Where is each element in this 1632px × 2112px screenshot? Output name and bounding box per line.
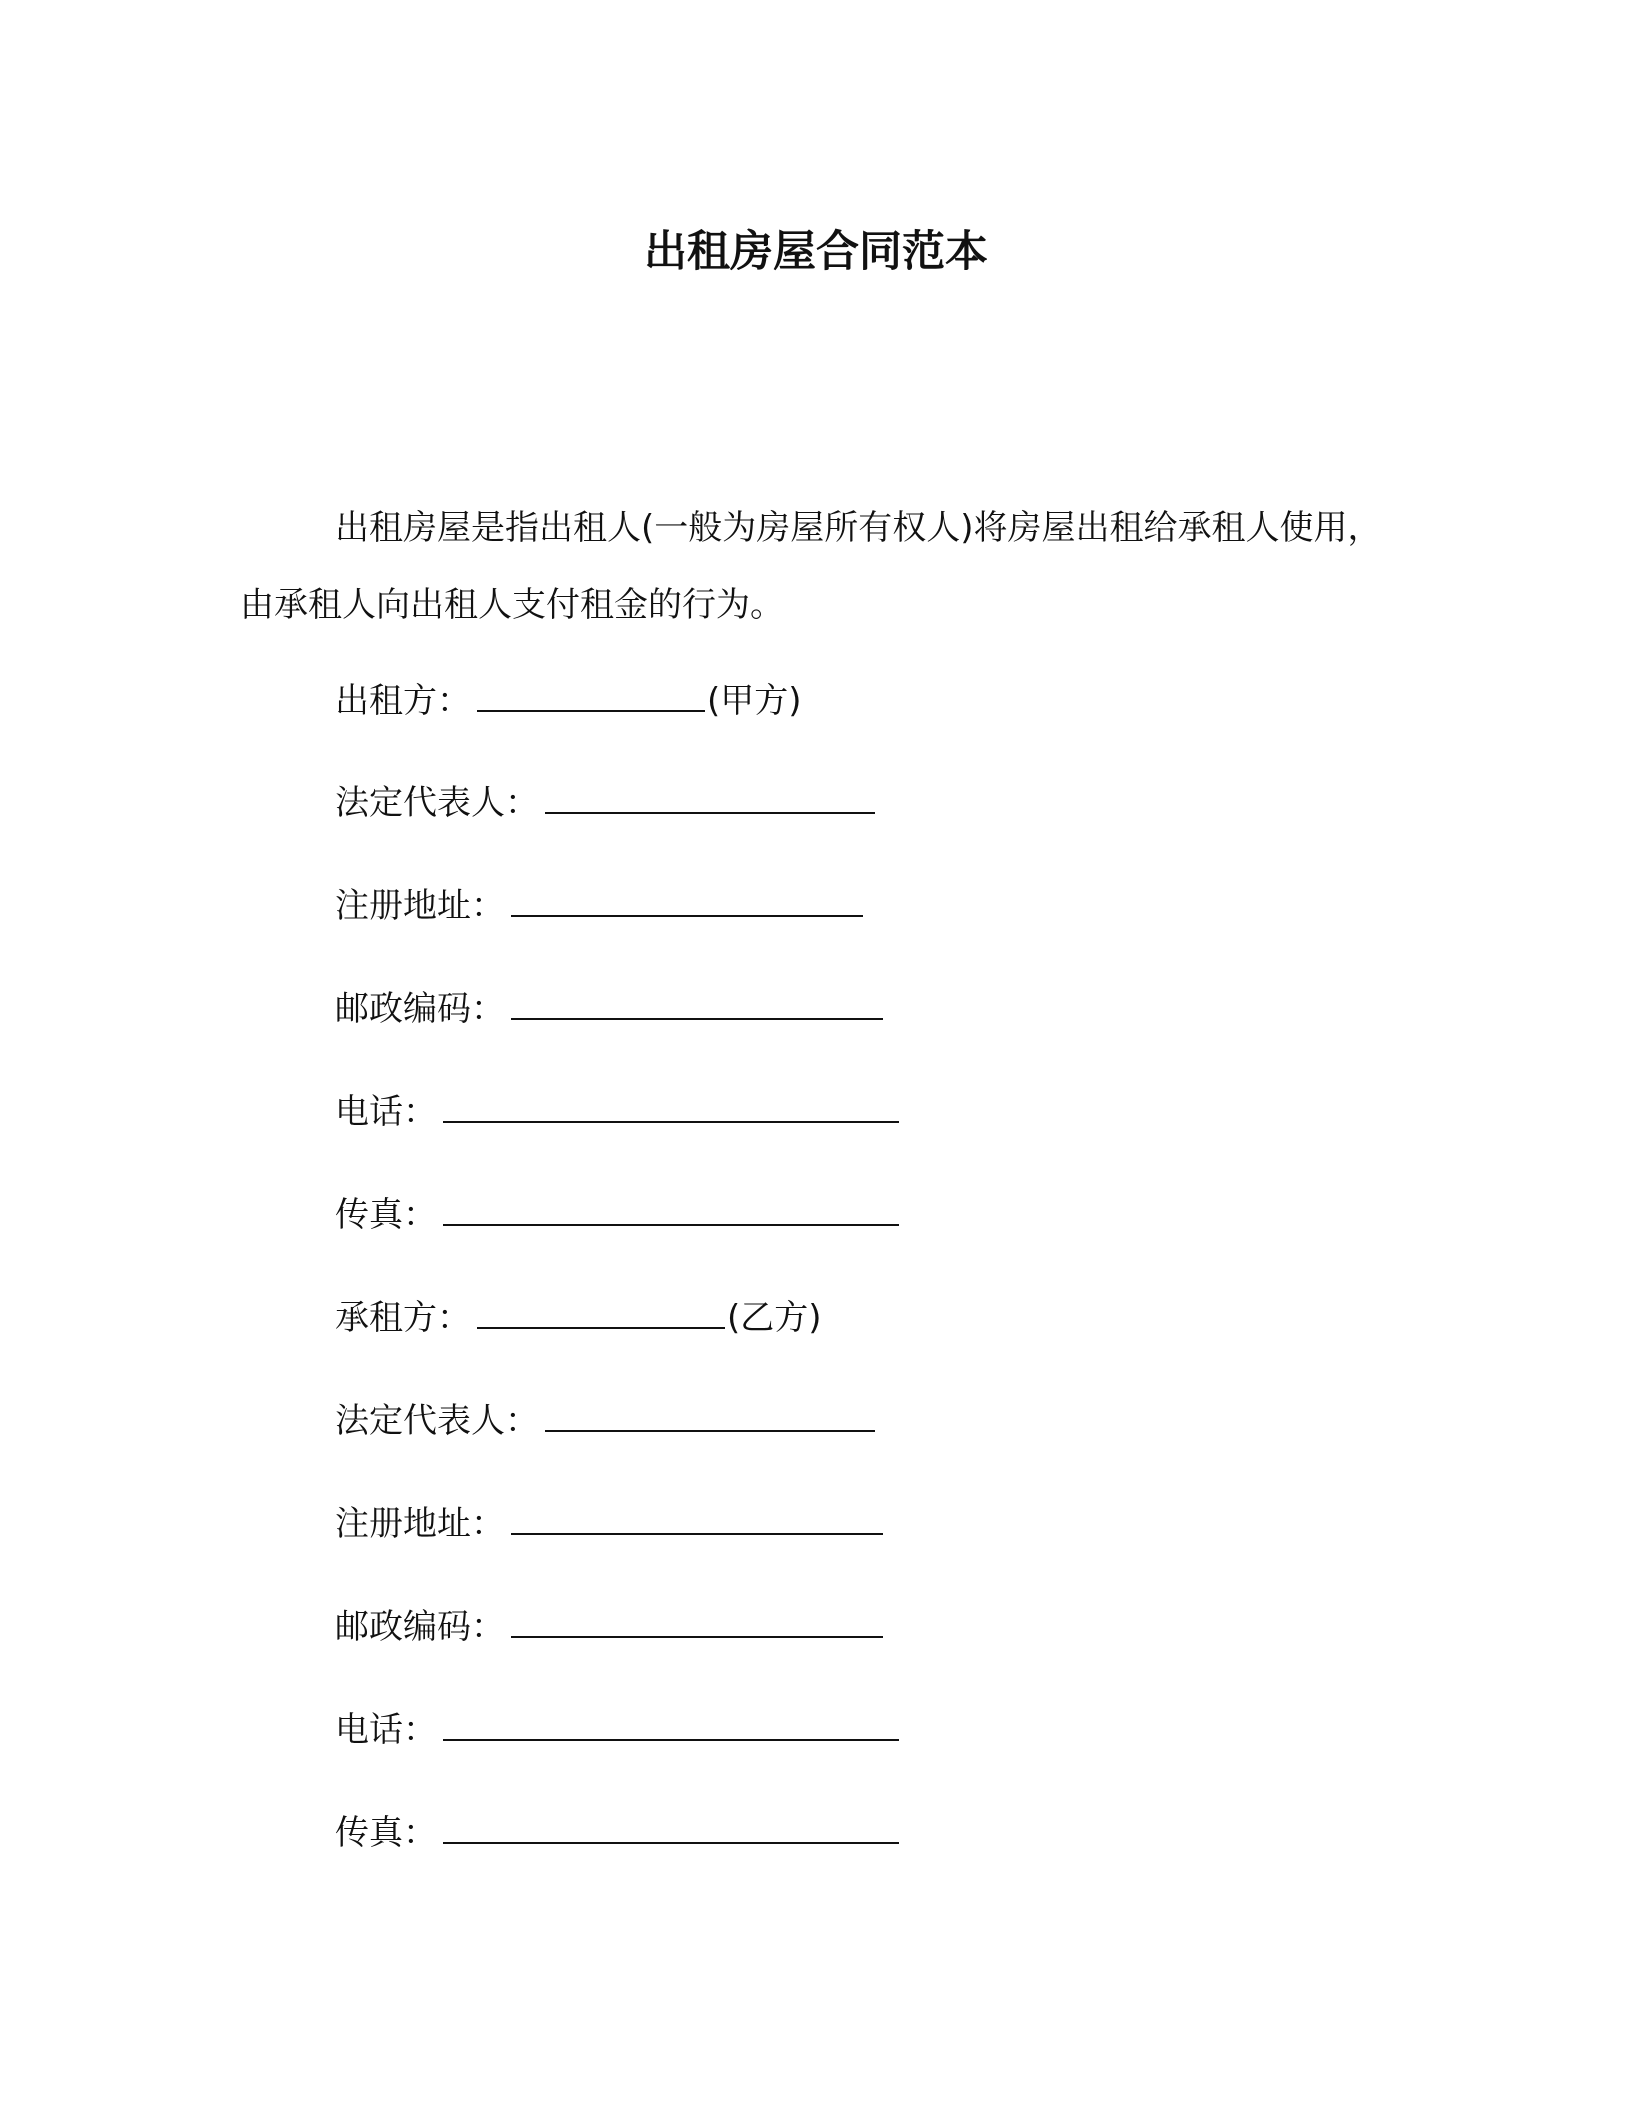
party-b-phone-label: 电话： <box>335 1710 437 1750</box>
party-a-postcode-blank[interactable] <box>511 984 883 1020</box>
party-b-lessee-field <box>335 1293 822 1343</box>
party-a-fax-blank[interactable] <box>443 1190 899 1226</box>
party-b-legal-rep-blank[interactable] <box>545 1396 875 1432</box>
party-b-address-blank[interactable] <box>511 1499 883 1535</box>
party-a-legal-rep-label: 法定代表人： <box>335 783 539 823</box>
intro-paragraph: 出租房屋是指出租人(一般为房屋所有权人)将房屋出租给承租人使用，由承租人向出租人支付租金的行为。 <box>240 508 1382 625</box>
party-b-legal-rep-field <box>335 1396 875 1446</box>
party-a-lessor-field <box>335 676 802 726</box>
party-b-fax-blank[interactable] <box>443 1808 899 1844</box>
party-b-suffix: (乙方) <box>727 1298 822 1338</box>
party-a-phone-field <box>335 1087 899 1137</box>
party-a-address-blank[interactable] <box>511 881 863 917</box>
page-title: 出租房屋合同范本 <box>644 227 988 277</box>
party-b-address-label: 注册地址： <box>335 1504 505 1544</box>
party-b-postcode-field <box>335 1602 883 1652</box>
party-a-address-label: 注册地址： <box>335 886 505 926</box>
party-b-postcode-blank[interactable] <box>511 1602 883 1638</box>
party-a-address-field <box>335 881 863 931</box>
party-a-lessor-label: 出租方： <box>335 681 471 721</box>
party-b-postcode-label: 邮政编码： <box>335 1607 505 1647</box>
party-a-phone-blank[interactable] <box>443 1087 899 1123</box>
party-a-postcode-label: 邮政编码： <box>335 989 505 1029</box>
party-b-fax-field <box>335 1808 899 1858</box>
party-b-phone-blank[interactable] <box>443 1705 899 1741</box>
party-b-legal-rep-label: 法定代表人： <box>335 1401 539 1441</box>
party-a-fax-field <box>335 1190 899 1240</box>
party-a-lessor-blank[interactable] <box>477 676 705 712</box>
party-b-address-field <box>335 1499 883 1549</box>
party-b-fax-label: 传真： <box>335 1813 437 1853</box>
party-a-fax-label: 传真： <box>335 1195 437 1235</box>
party-a-suffix: (甲方) <box>707 681 802 721</box>
party-b-lessee-blank[interactable] <box>477 1293 725 1329</box>
party-b-lessee-label: 承租方： <box>335 1298 471 1338</box>
party-a-legal-rep-field <box>335 778 875 828</box>
party-a-legal-rep-blank[interactable] <box>545 778 875 814</box>
party-b-phone-field <box>335 1705 899 1755</box>
party-a-postcode-field <box>335 984 883 1034</box>
party-a-phone-label: 电话： <box>335 1092 437 1132</box>
